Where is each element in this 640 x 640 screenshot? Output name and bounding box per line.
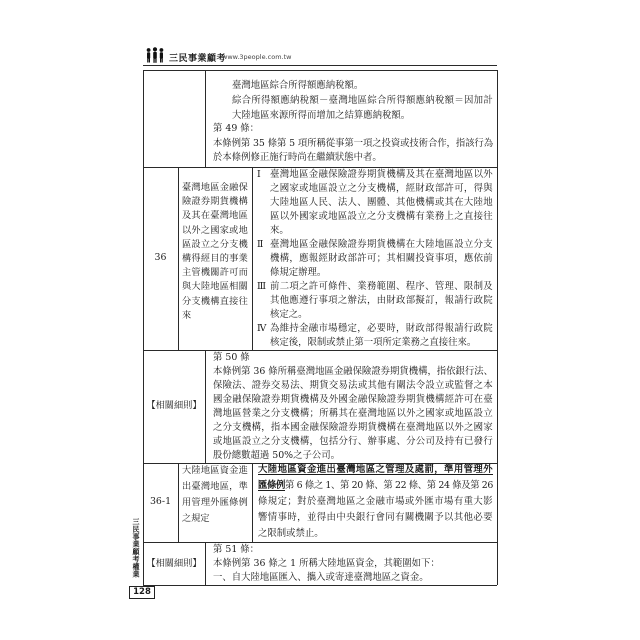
column-divider [178,167,179,350]
clause-line: 核定後，限制或禁止第一項所定業務之直接往來。 [270,337,477,348]
clause-numeral-text: Ⅰ [257,169,261,180]
clause-numeral [257,168,270,182]
rule-49-block [213,122,493,166]
clause-numeral [257,238,270,252]
article-line: 條規定；對於臺灣地區之金融市場或外匯市場有重大影 [258,496,493,507]
summary-line: 來 [182,309,192,321]
summary-line: 以外之國家或地 [182,224,248,236]
rule-line: 或地區設立之分支機構，包括分行、辦事處、分公司及持有已發行 [213,436,493,447]
clause-1 [270,168,493,238]
formula-block [232,94,493,123]
rule-51-block [213,543,493,585]
summary-line: 與大陸地區相關 [182,281,248,293]
clause-line: 條規定辦理。 [270,267,327,278]
article-summary [182,463,248,527]
rule-50-block [213,351,493,463]
clause-2 [270,238,493,280]
article-line: 之限制或禁止。 [258,528,324,539]
clause-line: 為維持金融市場穩定，必要時，財政部得報請行政院 [270,323,493,334]
article-number-text: 36 [154,252,167,263]
summary-line: 大陸地區資金進 [182,465,248,476]
summary-line: 構得經目的事業 [182,252,248,264]
clause-line: 之國家或地區設立之分支機構，經財政部許可，得與 [270,183,493,194]
summary-line: 區設立之分支機 [182,238,248,250]
rule-line: 保險法、證券交易法、期貨交易法或其他有關法令設立或監督之本 [213,380,493,391]
page-number: 128 [129,586,155,599]
formula-line: 臺灣地區綜合所得額應納稅額。 [232,80,364,91]
clause-line: 大陸地區人民、法人、團體、其他機構或其在大陸地 [270,197,493,208]
clause-numeral-text: Ⅳ [257,323,267,334]
clause-numeral [257,322,270,336]
article-36-1-body [258,462,493,542]
clause-numeral [257,280,270,294]
site-url: www.3people.com.tw [222,53,292,61]
rule-line: 一、自大陸地區匯入、攜入或寄達臺灣地區之資金。 [213,572,429,583]
clause-4 [270,322,493,350]
table-right-border [497,70,498,585]
rule-label [143,399,205,413]
column-divider [205,350,206,463]
header-rule [143,65,497,66]
brand-name: 三民事業顧考 [169,54,227,64]
rule-line: 灣地區營業之分支機構；所稱其在臺灣地區以外之國家或地區設立 [213,408,493,419]
rule-label-text: 【相關細則】 [146,400,202,411]
article-line: 響情事時，並得由中央銀行會同有關機關予以其他必要 [258,512,493,523]
rule-line: 本條例第 36 條所稱臺灣地區金融保險證券期貨機構，指依銀行法、 [213,366,493,377]
clause-line: 前二項之許可條件、業務範圍、程序、管理、限制及 [270,281,493,292]
table-top-border [143,70,497,71]
article-line [258,478,493,494]
column-divider [178,463,179,542]
clause-line: 臺灣地區金融保險證券期貨機構及其在臺灣地區以外 [270,169,493,180]
rule-title: 第 49 條： [213,123,260,134]
article-number-text: 36-1 [149,496,172,507]
article-summary [182,181,248,323]
clause-line: 機構，應報經財政部許可；其相關投資事項，應依前 [270,253,493,264]
rule-line: 本條例第 35 條第 5 項所稱從事第一項之投資或技術合作，指該行為 [213,137,493,149]
rule-title: 第 51 條： [213,544,260,555]
clause-line: 臺灣地區金融保險證券期貨機構在大陸地區設立分支 [270,239,493,250]
clause-line: 其他應遵行事項之辦法，由財政部擬訂，報請行政院 [270,295,493,306]
people-figures-icon [145,47,165,63]
rule-line: 本條例第 36 條之 1 所稱大陸地區資金，其範圍如下： [213,558,440,569]
table-bottom-border [143,585,497,586]
summary-line: 用管理外匯條例 [182,497,248,508]
rule-line: 之分支機構，指本國金融保險證券期貨機構在臺灣地區以外之國家 [213,422,493,433]
article-number [143,251,178,265]
clause-line: 來。 [270,225,289,236]
rule-title: 第 50 條 [213,352,250,363]
column-divider [205,542,206,585]
summary-line: 險證券期貨機構 [182,196,248,208]
clause-line: 區以外國家或地區設立之分支機構有業務上之直接往 [270,211,493,222]
summary-line: 分支機構直接往 [182,295,248,307]
summary-line: 主管機關許可而 [182,267,248,279]
article-line [258,462,493,478]
formula-block [232,78,493,93]
article-number [143,495,178,509]
side-tab: 三民事業顧考權業 [132,518,141,578]
rule-line: 股份總數超過 50%之子公司。 [213,450,340,461]
rule-line: 於本條例修正施行時尚在繼續狀態中者。 [213,152,382,164]
rule-line: 國金融保險證券期貨機構及外國金融保險證券期貨機構經許可在臺 [213,394,493,405]
column-divider [252,463,253,542]
clause-3 [270,280,493,322]
rule-label [143,557,205,571]
formula-line: 綜合所得額應納稅額－臺灣地區綜合所得額應納稅額＝因加計 [232,95,493,106]
article-text: 第 6 條之 1、第 20 條、第 22 條、第 24 條及第 26 [285,480,493,491]
summary-line: 臺灣地區金融保 [182,182,248,193]
column-divider [205,70,206,167]
emphasized-text: 大陸地區資金進出臺灣地區之管理及處罰，準用管理外 [258,464,493,475]
emphasized-text: 匯條例 [258,480,286,491]
clause-numeral-text: Ⅱ [257,239,264,250]
summary-line: 之規定 [182,513,210,524]
column-divider [252,167,253,350]
formula-line: 大陸地區來源所得而增加之結算應納稅額。 [232,109,411,121]
summary-line: 出臺灣地區，準 [182,481,248,492]
rule-label-text: 【相關細則】 [146,558,202,569]
clause-numeral-text: Ⅲ [257,281,267,292]
summary-line: 及其在臺灣地區 [182,210,248,222]
clause-line: 核定之。 [270,309,308,320]
